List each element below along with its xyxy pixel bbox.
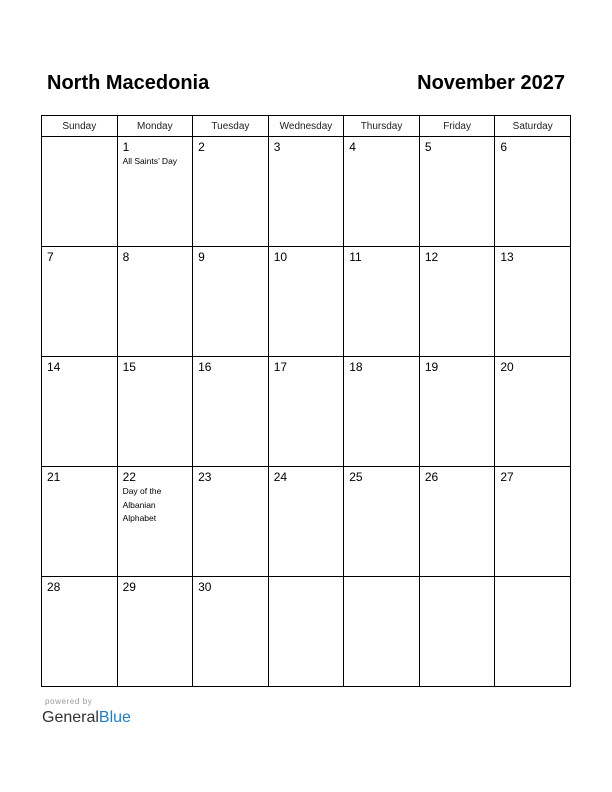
- weekday-wednesday: Wednesday: [268, 116, 344, 137]
- day-number: 4: [349, 140, 356, 154]
- day-cell: [495, 137, 571, 247]
- day-number: 13: [500, 250, 514, 264]
- day-number: 23: [198, 470, 212, 484]
- day-number: 10: [273, 250, 288, 264]
- holiday-label: All Saints’ Day: [122, 156, 178, 166]
- day-number: 1: [122, 140, 130, 154]
- day-cell: [419, 137, 495, 247]
- month-year-title: November 2027: [417, 72, 565, 94]
- day-cell: [344, 247, 420, 357]
- weekday-thursday: Thursday: [344, 116, 420, 137]
- generalblue-logo[interactable]: [42, 709, 131, 727]
- day-cell: [419, 357, 495, 467]
- day-number: 20: [500, 360, 514, 374]
- weekday-friday: Friday: [419, 116, 495, 137]
- day-cell: [419, 247, 495, 357]
- day-cell: [419, 577, 495, 687]
- day-cell: [495, 247, 571, 357]
- day-number: 12: [424, 250, 439, 264]
- day-number: [269, 577, 344, 581]
- day-number: 3: [273, 140, 281, 154]
- day-cell: [419, 467, 495, 577]
- day-number: 15: [122, 360, 136, 374]
- day-cell: [193, 137, 269, 247]
- day-number: 24: [273, 470, 288, 484]
- weekday-monday: Monday: [117, 116, 193, 137]
- day-number: 17: [273, 360, 288, 374]
- day-number: 21: [47, 470, 61, 484]
- week-row: [42, 467, 571, 577]
- day-cell: [268, 357, 344, 467]
- day-cell: [193, 577, 269, 687]
- week-row: [42, 357, 571, 467]
- day-cell: [268, 577, 344, 687]
- day-cell: [193, 357, 269, 467]
- day-cell: [42, 137, 118, 247]
- day-number: [495, 577, 570, 581]
- day-cell: [344, 467, 420, 577]
- day-number: [344, 577, 419, 581]
- day-number: 27: [500, 470, 514, 484]
- holiday-label: Day of the Albanian Alphabet: [122, 486, 162, 523]
- day-cell: [117, 357, 193, 467]
- day-number: [42, 137, 117, 141]
- weekday-saturday: Saturday: [495, 116, 571, 137]
- week-row: [42, 247, 571, 357]
- day-number: 28: [47, 580, 61, 594]
- day-number: 9: [198, 250, 205, 264]
- day-cell: [42, 577, 118, 687]
- day-cell: [344, 137, 420, 247]
- day-number: 16: [198, 360, 212, 374]
- day-number: 5: [424, 140, 432, 154]
- powered-by-label: powered by: [45, 697, 93, 706]
- day-cell: [42, 467, 118, 577]
- day-cell: [117, 577, 193, 687]
- day-number: 18: [349, 360, 363, 374]
- day-number: 2: [198, 140, 205, 154]
- day-cell: [268, 137, 344, 247]
- day-cell: [495, 577, 571, 687]
- day-number: 19: [424, 360, 439, 374]
- day-cell: [495, 357, 571, 467]
- day-cell: [42, 247, 118, 357]
- day-cell: [268, 467, 344, 577]
- day-number: 25: [349, 470, 363, 484]
- day-number: 7: [47, 250, 54, 264]
- logo-text-general: General: [42, 709, 99, 726]
- day-cell: [193, 467, 269, 577]
- day-cell: [268, 247, 344, 357]
- day-cell: [117, 137, 193, 247]
- day-number: 6: [500, 140, 508, 154]
- day-number: 26: [424, 470, 439, 484]
- day-number: 11: [349, 250, 362, 264]
- day-number: 8: [122, 250, 130, 264]
- weekday-header-row: [42, 116, 571, 137]
- day-cell: [495, 467, 571, 577]
- day-cell: [42, 357, 118, 467]
- day-number: 14: [47, 360, 61, 374]
- day-number: 30: [198, 580, 212, 594]
- week-row: [42, 577, 571, 687]
- day-cell: [344, 577, 420, 687]
- weekday-sunday: Sunday: [42, 116, 118, 137]
- day-number: 22: [122, 470, 136, 484]
- calendar-grid: [41, 115, 571, 687]
- country-title: North Macedonia: [47, 72, 210, 94]
- weekday-tuesday: Tuesday: [193, 116, 269, 137]
- day-number: 29: [122, 580, 136, 594]
- day-cell: [117, 247, 193, 357]
- logo-text-blue: Blue: [98, 709, 131, 726]
- day-cell: [344, 357, 420, 467]
- week-row: [42, 137, 571, 247]
- day-number: [420, 577, 495, 581]
- day-cell: [193, 247, 269, 357]
- day-cell: [117, 467, 193, 577]
